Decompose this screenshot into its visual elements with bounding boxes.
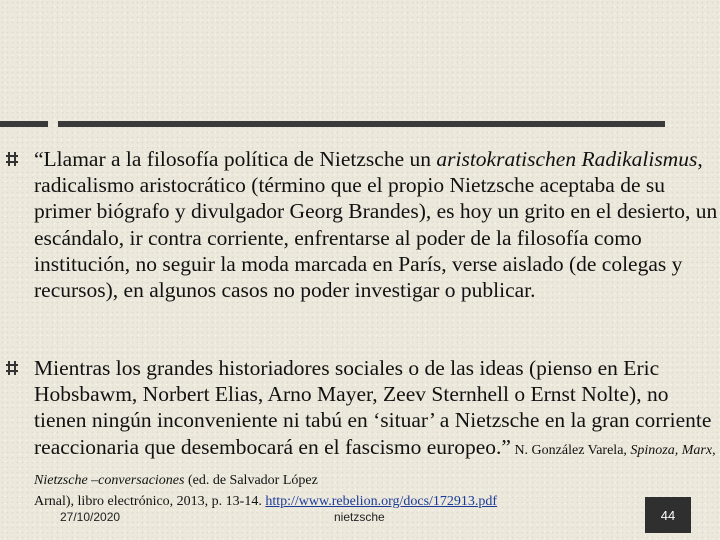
quote-text-open: “Llamar a la filosofía política de Nietzsche un (34, 147, 437, 171)
page-number-box (645, 497, 691, 533)
page-number: 44 (660, 507, 676, 523)
quote-paragraph-2 (34, 355, 720, 494)
quote-italic-term: aristokratischen Radikalismus (436, 147, 698, 171)
grid-square-bullet-icon (6, 152, 18, 166)
quote-text-rest: , radicalismo aristocrático (término que el propio Nietzsche aceptaba de su primer biógrafo y divulgador Georg Brandes), es hoy un grito en el desierto, un escándalo, ir contra corriente, enfrentarse al poder de la filosofía como institución, no seguir la moda marcada en París, verse aislado (de colegas y recursos), en algunos casos no poder investigar o publicar. (34, 147, 718, 303)
citation-author: N. González Varela, (510, 442, 631, 458)
citation-title: Spinoza, Marx, Nietzsche –conversaciones (34, 442, 716, 488)
quote-text-2: Mientras los grandes historiadores sociales o de las ideas (pienso en Eric Hobsbawm, Norbert Elias, Arno Mayer, Zeev Sternhell o Ernst Nolte), no tienen ningún inconveniente ni tabú en ‘situar’ a Nietzsche en la gran corriente reaccionaria que desembocará en el fascismo europeo.” (34, 356, 712, 459)
footer-center-text: nietzsche (334, 510, 385, 524)
citation-editor: (ed. de Salvador López (184, 472, 318, 488)
top-rule-long (58, 121, 665, 127)
citation-link[interactable]: http://www.rebelion.org/docs/172913.pdf (265, 494, 498, 509)
grid-square-bullet-icon (6, 361, 18, 375)
citation-details: Arnal), libro electrónico, 2013, p. 13-14. (34, 494, 266, 509)
top-rule-short (0, 121, 48, 127)
footer-date: 27/10/2020 (60, 510, 121, 524)
quote-paragraph-1 (34, 146, 720, 303)
citation-line-2 (34, 494, 634, 510)
